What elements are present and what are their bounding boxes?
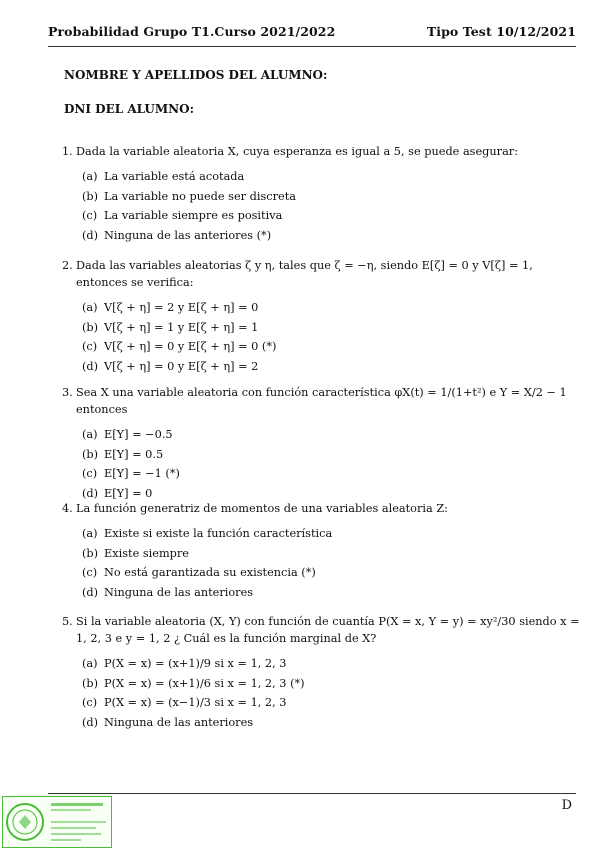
option[interactable]: (d) E[Y] = 0 (82, 486, 153, 500)
option[interactable]: (a) Existe si existe la función característica (82, 527, 333, 541)
option[interactable]: (d) V[ζ + η] = 0 y E[ζ + η] = 2 (82, 359, 259, 373)
question-text: Dada la variable aleatoria X, cuya esperanza es igual a 5, se puede asegurar: (76, 145, 519, 158)
question-5 (62, 613, 582, 732)
question-text: Dada las variables aleatorias ζ y η, tales que ζ = −η, siendo E[ζ] = 0 y V[ζ] = 1, entonces se verifica: (76, 259, 533, 289)
question-number: 3. (62, 386, 73, 399)
dni-field: DNI DEL ALUMNO: (64, 102, 195, 116)
option[interactable]: (a) E[Y] = −0.5 (82, 428, 173, 442)
question-2 (62, 257, 582, 376)
header-test: Tipo Test 10/12/2021 (426, 24, 576, 39)
option[interactable]: (c) E[Y] = −1 (*) (82, 467, 180, 481)
option[interactable]: (c) La variable siempre es positiva (82, 209, 283, 223)
option[interactable]: (d) Ninguna de las anteriores (82, 715, 254, 729)
option[interactable]: (b) La variable no puede ser discreta (82, 189, 296, 203)
university-seal-icon (2, 796, 112, 848)
question-text: Si la variable aleatoria (X, Y) con función de cuantía P(X = x, Y = y) = xy²/30 siendo x = 1, 2, 3 e y = 1, 2 ¿ Cuál es la función marginal de X? (76, 615, 580, 645)
option[interactable]: (b) V[ζ + η] = 1 y E[ζ + η] = 1 (82, 320, 259, 334)
option[interactable]: (a) La variable está acotada (82, 170, 245, 184)
question-text: Sea X una variable aleatoria con función característica φX(t) = 1/(1+t²) e Y = X/2 − 1 entonces (76, 386, 567, 416)
question-number: 5. (62, 615, 73, 628)
header-course: Probabilidad Grupo T1.Curso 2021/2022 (48, 24, 336, 39)
option[interactable]: (d) Ninguna de las anteriores (82, 585, 254, 599)
option[interactable]: (a) P(X = x) = (x+1)/9 si x = 1, 2, 3 (82, 657, 287, 671)
page-header (48, 24, 576, 44)
question-number: 4. (62, 502, 73, 515)
test-version-letter: D (561, 798, 572, 813)
option[interactable]: (a) V[ζ + η] = 2 y E[ζ + η] = 0 (82, 301, 259, 315)
option[interactable]: (b) P(X = x) = (x+1)/6 si x = 1, 2, 3 (*) (82, 676, 305, 690)
option[interactable]: (c) V[ζ + η] = 0 y E[ζ + η] = 0 (*) (82, 340, 277, 354)
question-3 (62, 384, 582, 503)
option[interactable]: (c) No está garantizada su existencia (*) (82, 566, 316, 580)
question-text: La función generatriz de momentos de una variables aleatoria Z: (76, 502, 448, 515)
name-field: NOMBRE Y APELLIDOS DEL ALUMNO: (64, 68, 328, 82)
seal-graphic (3, 797, 111, 847)
option[interactable]: (c) P(X = x) = (x−1)/3 si x = 1, 2, 3 (82, 696, 287, 710)
question-number: 1. (62, 145, 73, 158)
question-4 (62, 500, 582, 602)
option[interactable]: (b) E[Y] = 0.5 (82, 447, 164, 461)
footer-rule (48, 793, 576, 794)
option[interactable]: (d) Ninguna de las anteriores (*) (82, 228, 272, 242)
question-1 (62, 143, 582, 245)
header-rule (48, 46, 576, 47)
question-number: 2. (62, 259, 73, 272)
option[interactable]: (b) Existe siempre (82, 546, 189, 560)
